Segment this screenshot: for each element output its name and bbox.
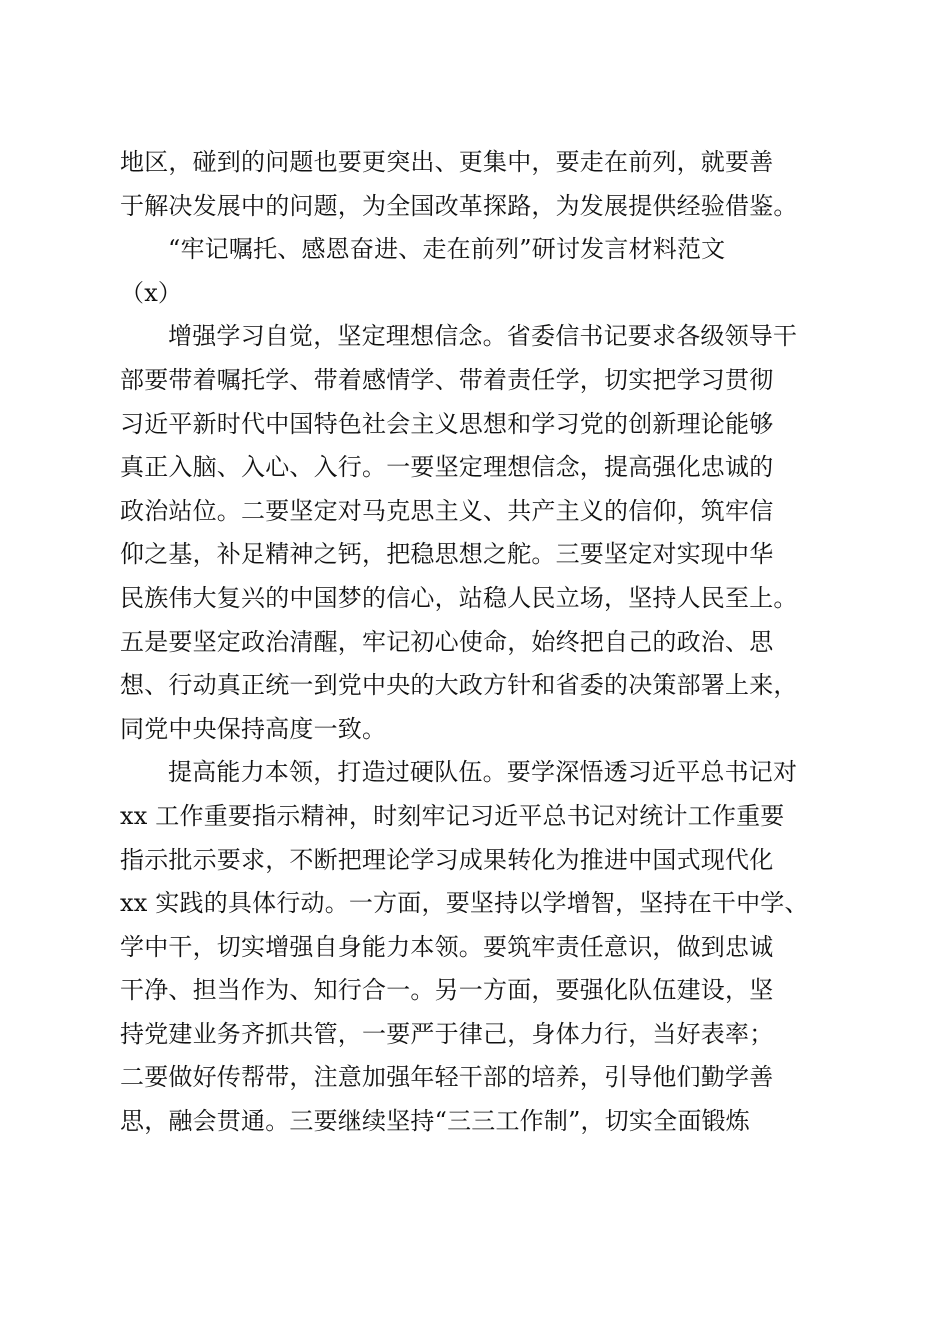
text-line: 学中干，切实增强自身能力本领。要筑牢责任意识，做到忠诚 — [120, 932, 774, 961]
text-line: 同党中央保持高度一致。 — [120, 714, 387, 743]
text-line: 地区，碰到的问题也要更突出、更集中，要走在前列，就要善 — [120, 148, 774, 176]
paragraph-start-line: 增强学习自觉，坚定理想信念。省委信书记要求各级领导干 — [168, 322, 798, 351]
text-line: 仰之基，补足精神之钙，把稳思想之舵。三要坚定对实现中华 — [120, 540, 774, 569]
text-line: 二要做好传帮带，注意加强年轻干部的培养，引导他们勤学善 — [120, 1063, 774, 1092]
text-line: xx 实践的具体行动。一方面，要坚持以学增智，坚持在干中学、 — [120, 889, 809, 918]
section-title-line: （x） — [120, 278, 183, 307]
text-line: 指示批示要求，不断把理论学习成果转化为推进中国式现代化 — [120, 845, 774, 874]
text-line: 想、行动真正统一到党中央的大政方针和省委的决策部署上来， — [120, 671, 798, 700]
text-line: 政治站位。二要坚定对马克思主义、共产主义的信仰，筑牢信 — [120, 496, 774, 525]
text-line: 习近平新时代中国特色社会主义思想和学习党的创新理论能够 — [120, 409, 774, 438]
text-line: 民族伟大复兴的中国梦的信心，站稳人民立场，坚持人民至上。 — [120, 583, 798, 612]
text-line: 真正入脑、入心、入行。一要坚定理想信念，提高强化忠诚的 — [120, 453, 774, 482]
text-line: 干净、担当作为、知行合一。另一方面，要强化队伍建设，坚 — [120, 976, 774, 1005]
document-body — [120, 141, 832, 1144]
text-line: 持党建业务齐抓共管，一要严于律己，身体力行，当好表率； — [120, 1019, 774, 1048]
text-line: 部要带着嘱托学、带着感情学、带着责任学，切实把学习贯彻 — [120, 365, 774, 394]
text-line: 思，融会贯通。三要继续坚持“三三工作制”，切实全面锻炼 — [120, 1107, 750, 1136]
text-line: 五是要坚定政治清醒，牢记初心使命，始终把自己的政治、思 — [120, 627, 774, 656]
text-line: xx 工作重要指示精神，时刻牢记习近平总书记对统计工作重要 — [120, 801, 785, 830]
paragraph-start-line: 提高能力本领，打造过硬队伍。要学深悟透习近平总书记对 — [168, 758, 798, 787]
text-line: 于解决发展中的问题，为全国改革探路，为发展提供经验借鉴。 — [120, 191, 798, 220]
section-title-line: “牢记嘱托、感恩奋进、走在前列”研讨发言材料范文 — [168, 235, 726, 264]
